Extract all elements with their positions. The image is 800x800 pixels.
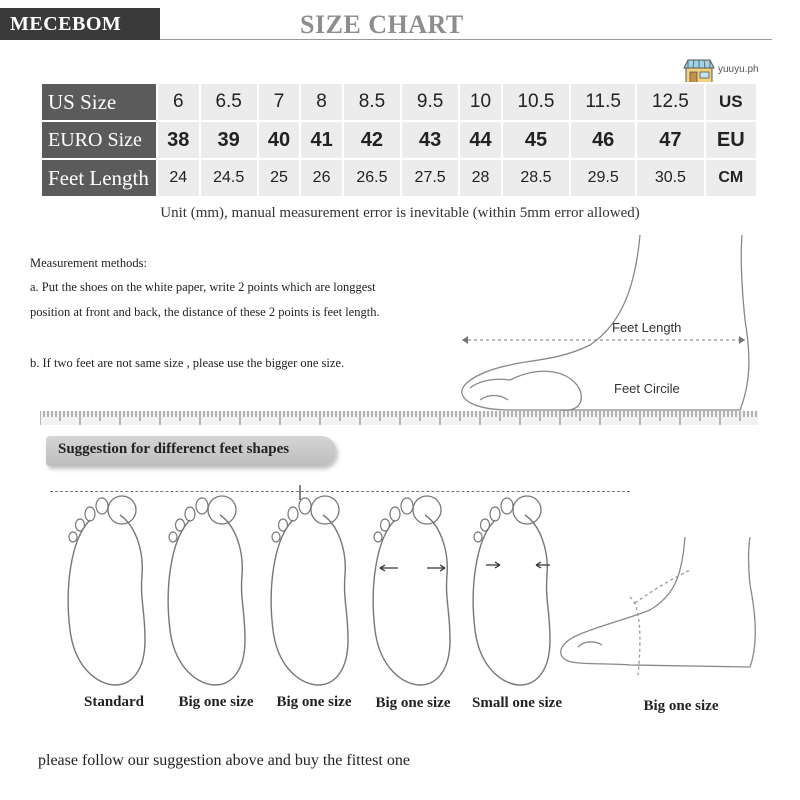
feet-length-label: Feet Length	[612, 320, 682, 335]
header-divider	[160, 39, 772, 40]
size-cell: 38	[157, 121, 200, 159]
label-standard: Standard	[83, 694, 145, 710]
size-cell: 7	[258, 83, 301, 121]
size-cell: 28.5	[502, 159, 570, 197]
footer-note: please follow our suggestion above and buy the fittest one	[38, 752, 410, 769]
size-cell: 25	[258, 159, 301, 197]
measurement-line-b: b. If two feet are not same size , please use the bigger one size.	[30, 356, 345, 370]
foot-big-toe-long	[168, 496, 245, 685]
ruler	[40, 411, 758, 425]
size-table	[40, 82, 758, 198]
size-unit: US	[705, 83, 757, 121]
size-cell: 39	[200, 121, 258, 159]
shop-name: yuuyu.ph	[718, 64, 759, 75]
size-cell: 12.5	[636, 83, 704, 121]
measurement-line-a2: position at front and back, the distance of these 2 points is feet length.	[30, 305, 380, 319]
size-cell: 30.5	[636, 159, 704, 197]
foot-side-illustration	[440, 230, 770, 420]
size-cell: 8	[300, 83, 343, 121]
measurement-line-a1: a. Put the shoes on the white paper, write 2 points which are longgest	[30, 280, 376, 294]
label-small-one-size: Small one size	[472, 695, 562, 711]
size-cell: 6	[157, 83, 200, 121]
size-cell: 27.5	[401, 159, 459, 197]
size-cell: 28	[459, 159, 502, 197]
page-title: SIZE CHART	[300, 10, 464, 39]
label-big-one-size-2: Big one size	[276, 694, 352, 710]
size-cell: 46	[570, 121, 636, 159]
size-cell: 29.5	[570, 159, 636, 197]
size-cell: 10.5	[502, 83, 570, 121]
foot-wide	[373, 496, 450, 685]
size-cell: 9.5	[401, 83, 459, 121]
size-cell: 26	[300, 159, 343, 197]
brand-label: MECEBOM	[0, 8, 160, 40]
size-row	[41, 121, 757, 159]
measurement-heading: Measurement methods:	[30, 256, 147, 270]
size-cell: 40	[258, 121, 301, 159]
size-cell: 43	[401, 121, 459, 159]
feet-circle-label: Feet Circile	[614, 381, 680, 396]
unit-note: Unit (mm), manual measurement error is inevitable (within 5mm error allowed)	[160, 205, 640, 221]
size-row	[41, 83, 757, 121]
size-cell: 10	[459, 83, 502, 121]
size-cell: 42	[343, 121, 401, 159]
size-cell: 11.5	[570, 83, 636, 121]
suggestion-title: Suggestion for differenct feet shapes	[58, 441, 290, 457]
foot-high-instep	[550, 535, 780, 690]
size-cell: 41	[300, 121, 343, 159]
size-row-label: Feet Length	[41, 159, 157, 197]
size-cell: 24	[157, 159, 200, 197]
foot-standard	[68, 496, 145, 685]
label-big-one-size-3: Big one size	[375, 695, 451, 711]
size-cell: 24.5	[200, 159, 258, 197]
size-cell: 6.5	[200, 83, 258, 121]
foot-shapes	[60, 480, 580, 690]
size-cell: 8.5	[343, 83, 401, 121]
size-cell: 47	[636, 121, 704, 159]
size-row	[41, 159, 757, 197]
size-cell: 45	[502, 121, 570, 159]
size-row-label: US Size	[41, 83, 157, 121]
label-big-one-size-1: Big one size	[178, 694, 254, 710]
label-big-one-size-4: Big one size	[643, 698, 719, 714]
size-cell: 26.5	[343, 159, 401, 197]
size-row-label: EURO Size	[41, 121, 157, 159]
size-cell: 44	[459, 121, 502, 159]
foot-narrow	[473, 496, 550, 685]
size-unit: EU	[705, 121, 757, 159]
foot-second-toe-long	[271, 496, 348, 685]
size-unit: CM	[705, 159, 757, 197]
